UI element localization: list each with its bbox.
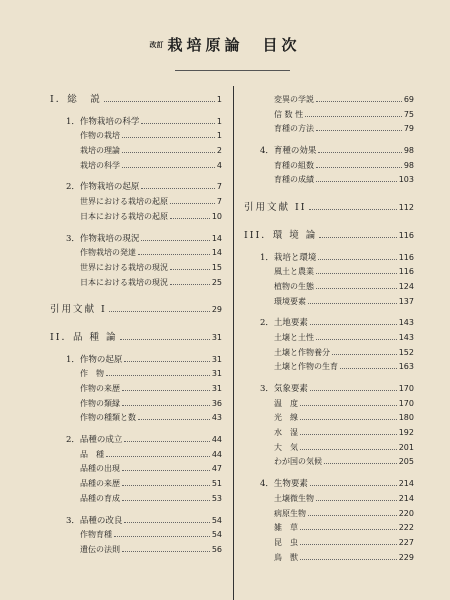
- toc-subsection-entry: [50, 128, 222, 143]
- toc-section-entry: [244, 315, 414, 330]
- toc-entry-title: 土壌と土性: [274, 332, 314, 342]
- toc-entry-title: 1．作物の起原: [66, 354, 123, 365]
- dot-leader: [124, 513, 209, 523]
- toc-subsection-entry: [244, 264, 414, 279]
- toc-page-number: 116: [398, 267, 414, 277]
- toc-entry-title: 土壌と作物養分: [274, 347, 330, 357]
- toc-subsection-entry: [244, 520, 414, 535]
- dot-leader: [104, 92, 215, 102]
- dot-leader: [340, 359, 397, 369]
- toc-entry-title: 作物の類縁: [80, 398, 120, 408]
- toc-entry-title: III．環 境 論: [244, 229, 318, 241]
- dot-leader: [308, 506, 397, 516]
- toc-entry-title: 大 気: [274, 442, 298, 452]
- dot-leader: [138, 245, 210, 255]
- toc-subsection-entry: [244, 440, 414, 455]
- dot-leader: [122, 381, 210, 391]
- toc-page-number: 116: [398, 230, 414, 240]
- toc-page-number: 214: [398, 479, 414, 489]
- dot-leader: [300, 535, 397, 545]
- toc-subsection-entry: [244, 535, 414, 550]
- dot-leader: [141, 179, 214, 189]
- toc-subsection-entry: [244, 410, 414, 425]
- dot-leader: [122, 476, 210, 486]
- toc-entry-title: 昆 虫: [274, 537, 298, 547]
- toc-subsection-entry: [50, 381, 222, 396]
- toc-subsection-entry: [50, 491, 222, 506]
- toc-page-number: 1: [216, 116, 222, 126]
- dot-leader: [309, 200, 397, 210]
- toc-entry-title: 2．土地要素: [260, 318, 308, 329]
- dot-leader: [300, 550, 397, 560]
- dot-leader: [120, 330, 210, 340]
- dot-leader: [310, 381, 397, 391]
- toc-subsection-entry: [244, 158, 414, 173]
- toc-entry-title: 4．育種の効果: [260, 146, 317, 157]
- toc-page-number: 116: [398, 252, 414, 262]
- toc-entry-title: 風土と農業: [274, 267, 314, 277]
- toc-page-number: 54: [211, 530, 222, 540]
- dot-leader: [106, 366, 210, 376]
- toc-subsection-entry: [50, 447, 222, 462]
- toc-subsection-entry: [50, 461, 222, 476]
- toc-subsection-entry: [50, 275, 222, 290]
- toc-subsection-entry: [244, 506, 414, 521]
- toc-entry-title: 病原生物: [274, 508, 306, 518]
- toc-page-number: 227: [398, 537, 414, 547]
- toc-page-number: 51: [211, 479, 222, 489]
- toc-subsection-entry: [244, 345, 414, 360]
- toc-section-entry: [50, 513, 222, 528]
- toc-entry-title: 引用文献 I: [50, 304, 107, 316]
- toc-page-number: 229: [398, 552, 414, 562]
- toc-subsection-entry: [244, 172, 414, 187]
- toc-subsection-entry: [50, 194, 222, 209]
- toc-page-number: 2: [216, 146, 222, 156]
- toc-entry-title: 変異の学説: [274, 95, 314, 104]
- dot-leader: [316, 92, 402, 102]
- dot-leader: [122, 491, 210, 501]
- toc-section-entry: [50, 352, 222, 367]
- toc-entry-title: 栽培の理論: [80, 146, 120, 156]
- toc-entry-title: 世界における栽培の現況: [80, 262, 168, 272]
- dot-leader: [332, 345, 397, 355]
- toc-entry-title: 3．気象要素: [260, 384, 308, 394]
- toc-page-number: 10: [211, 211, 222, 221]
- toc-page-number: 192: [398, 428, 414, 438]
- toc-page-number: 1: [216, 131, 222, 141]
- dot-leader: [316, 491, 397, 501]
- toc-page-number: 143: [398, 318, 414, 328]
- dot-leader: [106, 447, 210, 457]
- toc-entry-title: 引用文献 II: [244, 202, 307, 214]
- toc-page-number: 214: [398, 493, 414, 503]
- toc-page-number: 220: [398, 508, 414, 518]
- toc-page-number: 222: [398, 523, 414, 533]
- toc-section-entry: [50, 432, 222, 447]
- toc-page-number: 31: [211, 384, 222, 393]
- toc-page-number: 7: [216, 182, 222, 192]
- toc-subsection-entry: [244, 491, 414, 506]
- toc-page-number: 137: [398, 296, 414, 306]
- toc-entry-title: 栽培の科学: [80, 160, 120, 170]
- toc-page-number: 14: [211, 248, 222, 258]
- toc-chapter-entry: [244, 200, 414, 215]
- toc-entry-title: 2．品種の成立: [66, 435, 123, 446]
- dot-leader: [138, 410, 210, 420]
- toc-entry-title: 品種の育成: [80, 493, 120, 503]
- toc-entry-title: 日本における栽培の起原: [80, 211, 168, 221]
- toc-page-number: 44: [211, 435, 222, 445]
- toc-entry-title: 3．品種の改良: [66, 515, 123, 526]
- toc-left-column: [50, 92, 222, 557]
- dot-leader: [122, 461, 210, 471]
- dot-leader: [122, 158, 215, 168]
- toc-page-number: 180: [398, 413, 414, 423]
- dot-leader: [316, 158, 402, 168]
- dot-leader: [310, 476, 397, 486]
- toc-page-number: 15: [211, 262, 222, 272]
- toc-page-number: 98: [403, 160, 414, 170]
- toc-page-number: 170: [398, 384, 414, 393]
- toc-subsection-entry: [244, 330, 414, 345]
- toc-entry-title: 作物の来歴: [80, 384, 120, 393]
- toc-page-number: 53: [211, 493, 222, 503]
- dot-leader: [308, 294, 397, 304]
- toc-page-number: 103: [398, 175, 414, 185]
- toc-page-number: 31: [211, 369, 222, 379]
- toc-page-number: 47: [211, 464, 222, 474]
- toc-entry-title: 作物栽培の発達: [80, 248, 136, 258]
- toc-entry-title: 水 湿: [274, 428, 298, 438]
- toc-section-entry: [50, 114, 222, 129]
- dot-leader: [122, 143, 215, 153]
- dot-leader: [122, 542, 210, 552]
- dot-leader: [316, 279, 397, 289]
- toc-page-number: 14: [211, 233, 222, 243]
- dot-leader: [109, 302, 210, 312]
- dot-leader: [300, 396, 397, 406]
- title-underline: [175, 70, 290, 71]
- toc-subsection-entry: [244, 294, 414, 309]
- toc-page-number: 152: [398, 347, 414, 357]
- dot-leader: [122, 128, 215, 138]
- dot-leader: [300, 440, 397, 450]
- dot-leader: [300, 520, 397, 530]
- toc-subsection-entry: [50, 396, 222, 411]
- toc-subsection-entry: [244, 454, 414, 469]
- toc-entry-title: 土壌微生物: [274, 493, 314, 503]
- toc-subsection-entry: [244, 92, 414, 107]
- toc-chapter-entry: [50, 92, 222, 107]
- dot-leader: [318, 250, 396, 260]
- toc-subsection-entry: [50, 410, 222, 425]
- dot-leader: [310, 315, 397, 325]
- dot-leader: [141, 231, 209, 241]
- toc-chapter-entry: [244, 228, 414, 243]
- dot-leader: [300, 425, 397, 435]
- toc-entry-title: 雑 草: [274, 523, 298, 533]
- toc-entry-title: 環境要素: [274, 296, 306, 306]
- toc-page-number: 36: [211, 398, 222, 408]
- column-divider: [233, 86, 234, 600]
- toc-page-number: 31: [211, 354, 222, 364]
- toc-entry-title: 作物育種: [80, 530, 112, 540]
- toc-entry-title: 品 種: [80, 449, 104, 459]
- dot-leader: [324, 454, 397, 464]
- toc-section-entry: [50, 179, 222, 194]
- title-block: [0, 34, 450, 55]
- toc-page-number: 56: [211, 544, 222, 554]
- toc-section-entry: [244, 143, 414, 158]
- dot-leader: [141, 114, 214, 124]
- toc-entry-title: II．品 種 論: [50, 331, 118, 343]
- dot-leader: [316, 121, 402, 131]
- toc-subsection-entry: [244, 396, 414, 411]
- toc-page-number: 75: [403, 109, 414, 119]
- toc-page-number: 54: [211, 515, 222, 525]
- toc-subsection-entry: [50, 542, 222, 557]
- toc-page-number: 7: [216, 197, 222, 207]
- toc-page-number: 112: [398, 203, 414, 213]
- toc-page-number: 205: [398, 457, 414, 467]
- toc-page-number: 69: [403, 95, 414, 104]
- toc-entry-title: 作物の種類と数: [80, 413, 136, 423]
- toc-entry-title: 1．栽培と環境: [260, 252, 317, 263]
- toc-entry-title: 土壌と作物の生育: [274, 362, 338, 372]
- toc-entry-title: 育種の組数: [274, 160, 314, 170]
- dot-leader: [316, 264, 397, 274]
- toc-section-entry: [244, 381, 414, 396]
- toc-subsection-entry: [50, 366, 222, 381]
- toc-subsection-entry: [244, 425, 414, 440]
- toc-subsection-entry: [50, 527, 222, 542]
- toc-entry-title: 育種の成績: [274, 175, 314, 185]
- toc-subsection-entry: [50, 260, 222, 275]
- toc-page-number: 43: [211, 413, 222, 423]
- toc-subsection-entry: [244, 359, 414, 374]
- toc-entry-title: 信 数 性: [274, 109, 304, 119]
- toc-subsection-entry: [50, 158, 222, 173]
- toc-entry-title: 鳥 獣: [274, 552, 298, 562]
- toc-entry-title: 温 度: [274, 398, 298, 408]
- toc-section-entry: [244, 476, 414, 491]
- toc-right-column: [244, 92, 414, 564]
- toc-chapter-entry: [50, 302, 222, 317]
- toc-entry-title: 品種の来歴: [80, 479, 120, 489]
- dot-leader: [170, 275, 210, 285]
- dot-leader: [319, 228, 396, 238]
- page-title: [0, 34, 450, 55]
- dot-leader: [170, 194, 215, 204]
- dot-leader: [124, 352, 209, 362]
- toc-page-number: 31: [211, 332, 222, 342]
- toc-entry-title: 4．生物要素: [260, 479, 308, 490]
- toc-page-number: 29: [211, 305, 222, 315]
- toc-page-number: 143: [398, 332, 414, 342]
- toc-page-number: 124: [398, 281, 414, 291]
- title-prefix: 改訂: [149, 40, 164, 49]
- toc-subsection-entry: [244, 121, 414, 136]
- dot-leader: [300, 410, 397, 420]
- toc-entry-title: 植物の生態: [274, 281, 314, 291]
- toc-page-number: 1: [216, 95, 222, 104]
- toc-page-number: 170: [398, 398, 414, 408]
- toc-entry-title: 世界における栽培の起原: [80, 197, 168, 207]
- toc-entry-title: 育種の方法: [274, 124, 314, 134]
- dot-leader: [305, 107, 402, 117]
- toc-entry-title: 2．作物栽培の起原: [66, 182, 140, 193]
- dot-leader: [170, 209, 210, 219]
- dot-leader: [114, 527, 210, 537]
- dot-leader: [170, 260, 210, 270]
- toc-subsection-entry: [50, 209, 222, 224]
- toc-subsection-entry: [244, 279, 414, 294]
- toc-subsection-entry: [50, 476, 222, 491]
- toc-page-number: 79: [403, 124, 414, 134]
- dot-leader: [122, 396, 210, 406]
- toc-entry-title: 作 物: [80, 369, 104, 379]
- toc-page-number: 98: [403, 146, 414, 156]
- toc-entry-title: 日本における栽培の現況: [80, 277, 168, 287]
- toc-chapter-entry: [50, 330, 222, 345]
- toc-section-entry: [50, 231, 222, 246]
- toc-entry-title: わが国の気候: [274, 457, 322, 467]
- toc-entry-title: 光 線: [274, 413, 298, 423]
- toc-subsection-entry: [244, 550, 414, 565]
- toc-subsection-entry: [50, 143, 222, 158]
- toc-page-number: 163: [398, 362, 414, 372]
- toc-section-entry: [244, 250, 414, 265]
- toc-entry-title: I．総 説: [50, 94, 102, 105]
- toc-page-number: 4: [216, 160, 222, 170]
- toc-subsection-entry: [244, 107, 414, 122]
- dot-leader: [124, 432, 209, 442]
- dot-leader: [318, 143, 401, 153]
- toc-entry-title: 品種の出現: [80, 464, 120, 474]
- toc-entry-title: 遺伝の法則: [80, 544, 120, 554]
- toc-page-number: 25: [211, 277, 222, 287]
- toc-entry-title: 作物の栽培: [80, 131, 120, 141]
- toc-page-number: 201: [398, 442, 414, 452]
- toc-entry-title: 1．作物栽培の科学: [66, 116, 140, 127]
- toc-entry-title: 3．作物栽培の現況: [66, 233, 140, 244]
- toc-subsection-entry: [50, 245, 222, 260]
- toc-page-number: 44: [211, 449, 222, 459]
- dot-leader: [316, 172, 397, 182]
- title-text: 栽培原論 目次: [167, 36, 301, 54]
- dot-leader: [316, 330, 397, 340]
